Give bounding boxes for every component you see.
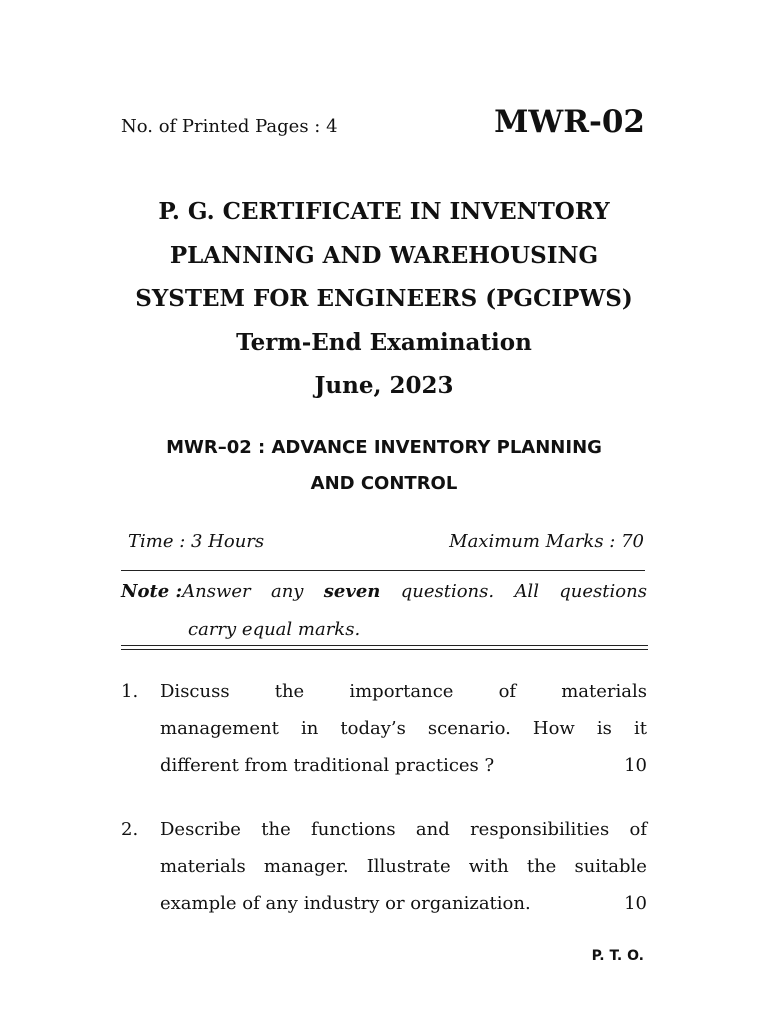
note-line-1 <box>121 573 647 611</box>
note-label: Note : <box>121 581 183 602</box>
question-word: materials <box>160 856 246 877</box>
question-marks: 10 <box>624 893 647 914</box>
please-turn-over: P. T. O. <box>591 948 644 964</box>
note-word: Answer <box>182 581 251 602</box>
question-word: today’s <box>340 718 406 739</box>
question-marks: 10 <box>624 755 647 776</box>
question-word: importance <box>349 681 454 702</box>
instructions-note <box>121 573 647 649</box>
subject-title-line-1: MWR–02 : ADVANCE INVENTORY PLANNING <box>166 437 602 458</box>
question-word: responsibilities <box>470 819 610 840</box>
question-word: How <box>532 718 575 739</box>
note-word: questions <box>559 581 647 602</box>
question-word: Illustrate <box>366 856 451 877</box>
question-text <box>160 673 647 784</box>
question-line <box>160 811 647 848</box>
question-last-line-text: different from traditional practices ? <box>160 755 495 776</box>
question-word: the <box>274 681 305 702</box>
question-word: is <box>596 718 612 739</box>
note-label-and-first-word <box>121 573 251 611</box>
question-number: 2. <box>121 819 139 840</box>
header-row <box>121 104 645 148</box>
question-word: in <box>300 718 319 739</box>
note-word-emphasis: seven <box>323 581 381 602</box>
subject-title <box>84 430 684 502</box>
question-last-line-text: example of any industry or organization. <box>160 893 531 914</box>
question-word: the <box>261 819 291 840</box>
note-word: All <box>514 581 539 602</box>
question-word: management <box>160 718 279 739</box>
exam-date: June, 2023 <box>314 372 454 399</box>
question-word: and <box>415 819 450 840</box>
question-word: materials <box>561 681 647 702</box>
programme-title-line-2: PLANNING AND WAREHOUSING <box>169 241 599 269</box>
question-item <box>121 811 647 922</box>
time-allowed: Time : 3 Hours <box>128 531 265 552</box>
question-word: of <box>629 819 647 840</box>
question-word: manager. <box>263 856 349 877</box>
double-divider-line <box>121 645 648 650</box>
note-word: questions. <box>400 581 495 602</box>
question-word: with <box>468 856 509 877</box>
question-word: scenario. <box>427 718 511 739</box>
question-word: of <box>498 681 517 702</box>
note-line-2: carry equal marks. <box>188 619 361 640</box>
question-word: functions <box>311 819 396 840</box>
maximum-marks: Maximum Marks : 70 <box>449 531 644 552</box>
question-item <box>121 673 647 784</box>
question-word: Discuss <box>160 681 230 702</box>
programme-title-line-3: SYSTEM FOR ENGINEERS (PGCIPWS) <box>135 285 633 312</box>
question-word: the <box>526 856 557 877</box>
subject-title-line-2: AND CONTROL <box>310 473 458 494</box>
exam-name: Term-End Examination <box>236 328 532 356</box>
question-line <box>160 747 647 784</box>
question-line <box>160 885 647 922</box>
printed-pages-count: No. of Printed Pages : 4 <box>121 116 338 137</box>
question-text <box>160 811 647 922</box>
note-word: any <box>270 581 304 602</box>
question-word: suitable <box>574 856 647 877</box>
programme-title-line-1: P. G. CERTIFICATE IN INVENTORY <box>158 198 610 225</box>
question-line <box>160 848 647 885</box>
question-line <box>160 673 647 710</box>
question-number: 1. <box>121 681 139 702</box>
divider-line <box>121 570 645 571</box>
question-word: it <box>634 718 647 739</box>
programme-title <box>84 190 684 408</box>
course-code: MWR-02 <box>494 104 645 140</box>
question-line <box>160 710 647 747</box>
question-word: Describe <box>160 819 241 840</box>
